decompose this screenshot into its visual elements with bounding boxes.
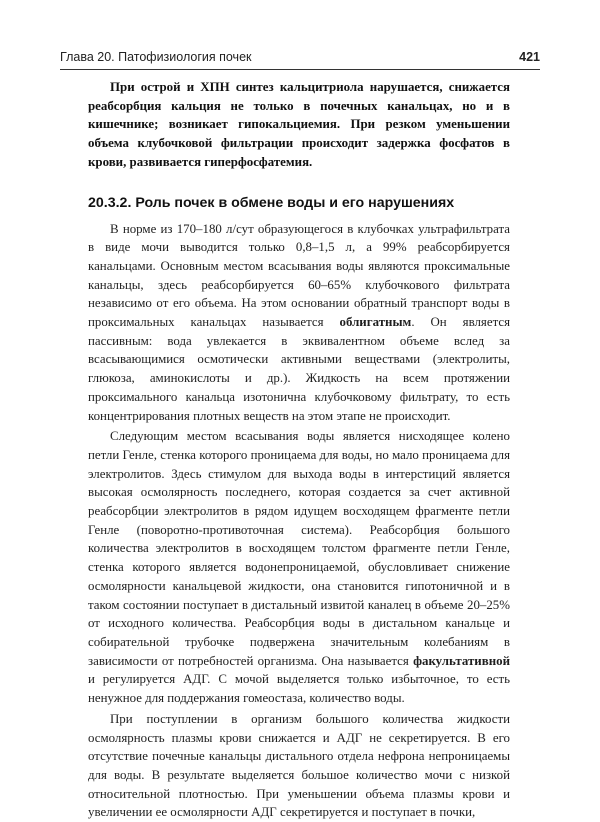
page-body [88,78,510,822]
paragraph-2-text-a: Следующим местом всасывания воды является нисходящее колено петли Генле, стенка которого проницаема для воды, но мало проницаема для электролитов. Здесь стимулом для выхода воды в интерстиций является высокая осмолярность последнего, которая создается за счет активной реабсорбции электролитов в рядом идущем восходящем фрагменте петли Генле (поворотно-противоточная система). Реабсорбция большого количества электролитов в восходящем толстом фрагменте петли Генле, стенка которого является водонепроницаемой, обусловливает снижение осмолярности канальцевой жидкости, она становится гипотоничной и в таком состоянии поступает в дистальный извитой каналец в объеме 20–25% от исходного количества. Реабсорбция воды в дистальном канальце и собирательной трубочке подвержена значительным колебаниям в зависимости от потребностей организма. Она называется [88,429,510,668]
page-number: 421 [519,50,540,64]
paragraph-1-text-a: В норме из 170–180 л/сут образующегося в клубочках ультрафильтрата в виде мочи выводится только 0,8–1,5 л, а 99% реабсорбируется канальцами. Основным местом всасывания воды являются проксимальные канальцы, здесь реабсорбируется 60–65% клубочкового фильтрата независимо от его объема. На этом основании обратный транспорт воды в проксимальных канальцах называется [88,221,510,330]
term-obligate: облигатным [339,315,412,330]
paragraph-1-text-b: . Он является пассивным: вода увлекается в эквивалентном объеме вслед за всасывающимися осмотически активными веществами (электролиты, глюкоза, аминокислоты и др.). Жидкость на всем протяжении проксимального канальца изотонична клубочковому фильтрату, то есть концентрирования плотных веществ на этом этапе не происходит. [88,315,511,423]
paragraph-3: При поступлении в организм большого количества жидкости осмолярность плазмы крови снижается и АДГ не секретируется. В его отсутствие почечные канальцы дистального отдела нефрона непроницаемы для воды. В результате выделяется большое количество мочи с низкой относительной плотностью. При уменьшении объема плазмы крови и увеличении ее осмолярности АДГ секретируется и поступает в почки, [88,711,510,820]
running-header [60,50,540,66]
paragraph-1 [88,220,510,426]
chapter-title: Глава 20. Патофизиология почек [60,50,252,64]
section-heading: 20.3.2. Роль почек в обмене воды и его нарушениях [88,194,455,211]
paragraph-2-text-b: и регулируется АДГ. С мочой выделяется только избыточное, то есть ненужное для поддержания гомеостаза, количество воды. [88,672,510,706]
intro-paragraph: При острой и ХПН синтез кальцитриола нарушается, снижается реабсорбция кальция не только в почечных канальцах, но и в кишечнике; возникает гипокальциемия. При резком уменьшении объема клубочковой фильтрации происходит задержка фосфатов в крови, развивается гиперфосфатемия. [88,80,510,169]
paragraph-2 [88,427,510,708]
term-facultative: факультативной [413,653,510,668]
header-rule [60,69,540,70]
